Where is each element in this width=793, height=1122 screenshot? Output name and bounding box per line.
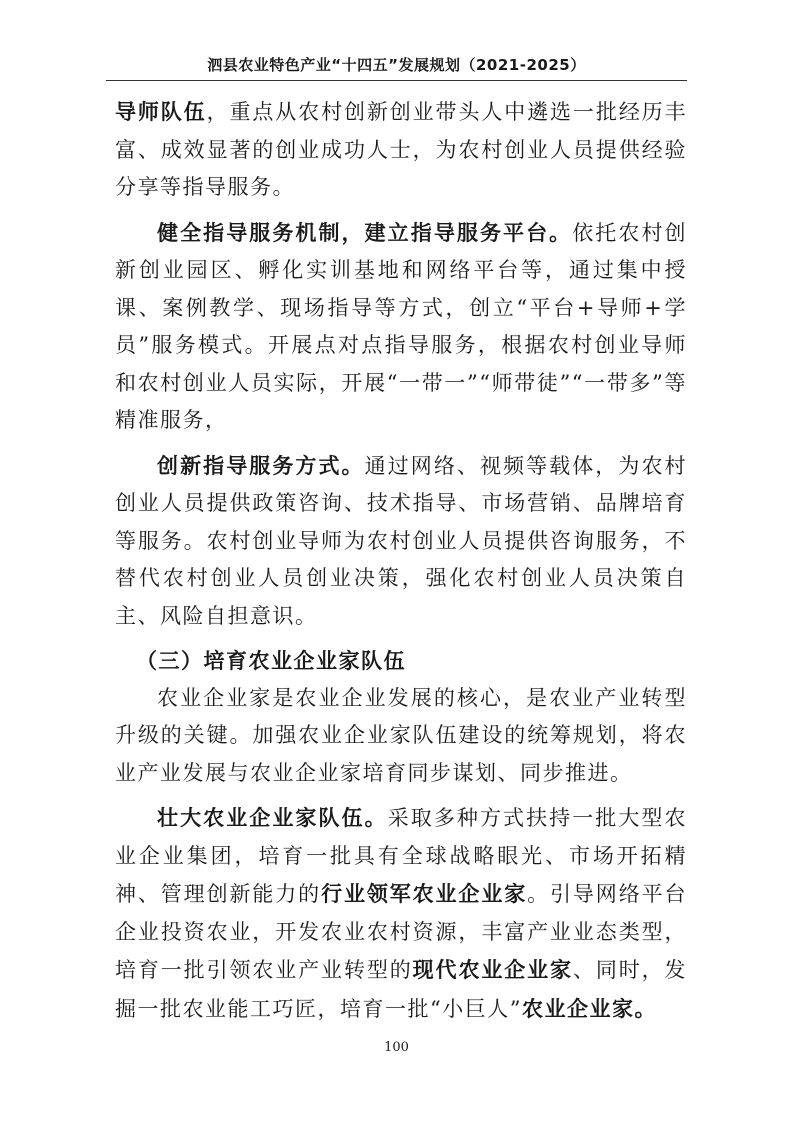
paragraph-text: 采取多种方式扶持一批大型农业企业集团，培育一批具有全球战略眼光、市场开拓精神、管理创新能力的 [115, 806, 688, 906]
page-number: 100 [384, 1040, 409, 1055]
header-divider [106, 80, 687, 81]
paragraph-text: 。引导网络平台企业投资农业，开发农业农村资源，丰富产业业态类型，培育一批引领农业产业转型的 [115, 882, 687, 982]
bold-lead: 健全指导服务机制，建立指导服务平台。 [157, 219, 573, 245]
bold-lead: 创新指导服务方式。 [157, 452, 365, 478]
paragraph-text: 通过网络、视频等载体，为农村创业人员提供政策咨询、技术指导、市场营销、品牌培育等服务。农村创业导师为农村创业人员提供咨询服务，不替代农村创业人员创业决策，强化农村创业人员决策自主、风险自担意识。 [115, 453, 688, 628]
section-heading: （三）培育农业企业家队伍 [136, 648, 406, 673]
bold-term: 行业领军农业企业家 [321, 881, 528, 906]
paragraph-text: ，重点从农村创新创业带头人中遴选一批经历丰富、成效显著的创业成功人士，为农村创业人员提供经验分享等指导服务。 [115, 100, 688, 199]
paragraph-text: 、同时，发掘一批农业能工巧匠，培育一批“小巨人” [115, 958, 688, 1021]
paragraph-text: 依托农村创新创业园区、孵化实训基地和网络平台等，通过集中授课、案例教学、现场指导等方式，创立“平台+导师+学员”服务模式。开展点对点指导服务，根据农村创业导师和农村创业人员实际，开展“一带一”“师带徒”“一带多”等精准服务， [115, 220, 688, 432]
bold-term: 农业企业家。 [521, 995, 657, 1021]
bold-lead: 导师队伍 [115, 99, 207, 124]
bold-term: 现代农业企业家 [412, 957, 573, 982]
paragraph-strengthen-entrepreneurs [115, 799, 687, 1028]
bold-lead: 壮大农业企业家队伍。 [157, 805, 388, 830]
paragraph-guidance-mechanism [115, 214, 687, 440]
paragraph-guidance-method [115, 447, 687, 636]
paragraph-text: 农业企业家是农业企业发展的核心，是农业产业转型升级的关键。加强农业企业家队伍建设的统筹规划，将农业产业发展与农业企业家培育同步谋划、同步推进。 [115, 685, 687, 785]
paragraph-entrepreneur-core [115, 680, 687, 793]
page-header-title: 泗县农业特色产业“十四五”发展规划（2021-2025） [207, 56, 586, 74]
paragraph-mentor-team [115, 93, 687, 207]
document-body [115, 93, 687, 1035]
